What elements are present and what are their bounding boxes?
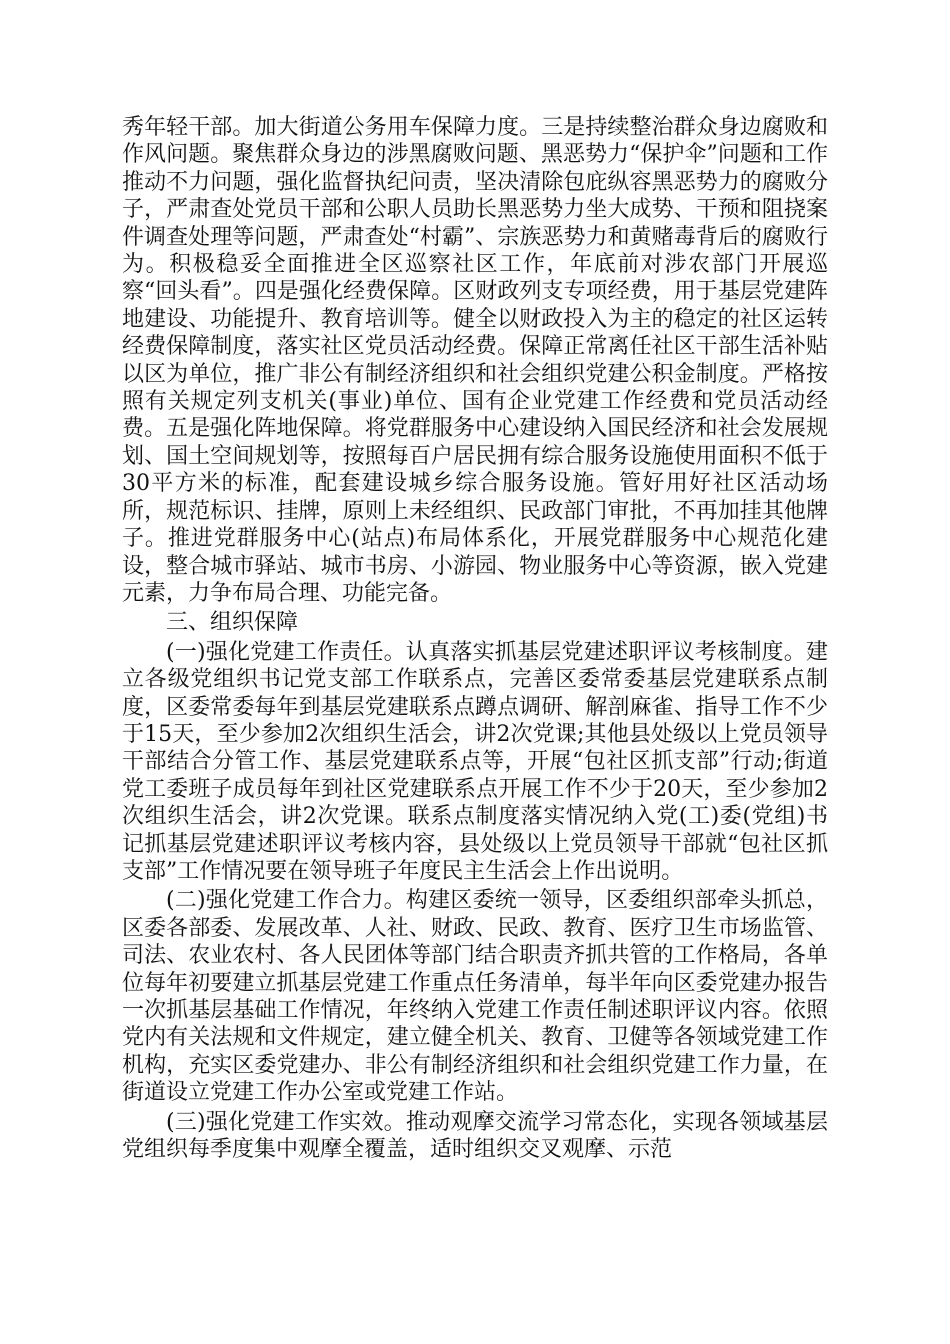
section-heading-organizational-guarantee: 三、组织保障 bbox=[166, 610, 299, 636]
paragraph-party-building-synergy: (二)强化党建工作合力。构建区委统一领导，区委组织部牵头抓总，区委各部委、发展改革、人社、财政、民政、教育、医疗卫生市场监管、司法、农业农村、各人民团体等部门结合职责齐抓共管的工作格局，各单位每年初要建立抓基层党建工作重点任务清单，每半年向区委党建办报告一次抓基层基础工作情况，年终纳入党建工作责任制述职评议内容。依照党内有关法规和文件规定，建立健全机关、教育、卫健等各领域党建工作机构，充实区委党建办、非公有制经济组织和社会组织党建工作力量，在街道设立党建工作办公室或党建工作站。 bbox=[122, 888, 828, 1106]
paragraph-continuation: 秀年轻干部。加大街道公务用车保障力度。三是持续整治群众身边腐败和作风问题。聚焦群众身边的涉黑腐败问题、黑恶势力“保护伞”问题和工作推动不力问题，强化监督执纪问责，坚决清除包庇纵容黑恶势力的腐败分子，严肃查处党员干部和公职人员助长黑恶势力坐大成势、干预和阻挠案件调查处理等问题，严肃查处“村霸”、宗族恶势力和黄赌毒背后的腐败行为。积极稳妥全面推进全区巡察社区工作，年底前对涉农部门开展巡察“回头看”。四是强化经费保障。区财政列支专项经费，用于基层党建阵地建设、功能提升、教育培训等。健全以财政投入为主的稳定的社区运转经费保障制度，落实社区党员活动经费。保障正常离任社区干部生活补贴以区为单位，推广非公有制经济组织和社会组织党建公积金制度。严格按照有关规定列支机关(事业)单位、国有企业党建工作经费和党员活动经费。五是强化阵地保障。将党群服务中心建设纳入国民经济和社会发展规划、国土空间规划等，按照每百户居民拥有综合服务设施使用面积不低于30平方米的标准，配套建设城乡综合服务设施。管好用好社区活动场所，规范标识、挂牌，原则上未经组织、民政部门审批，不再加挂其他牌子。推进党群服务中心(站点)布局体系化，开展党群服务中心规范化建设，整合城市驿站、城市书房、小游园、物业服务中心等资源，嵌入党建元素，力争布局合理、功能完备。 bbox=[122, 115, 828, 606]
paragraph-party-building-responsibility: (一)强化党建工作责任。认真落实抓基层党建述职评议考核制度。建立各级党组织书记党支部工作联系点，完善区委常委基层党建联系点制度，区委常委每年到基层党建联系点蹲点调研、解剖麻雀、指导工作不少于15天，至少参加2次组织生活会，讲2次党课;其他县处级以上党员领导干部结合分管工作、基层党建联系点等，开展“包社区抓支部”行动;街道党工委班子成员每年到社区党建联系点开展工作不少于20天，至少参加2次组织生活会，讲2次党课。联系点制度落实情况纳入党(工)委(党组)书记抓基层党建述职评议考核内容，县处级以上党员领导干部就“包社区抓支部”工作情况要在领导班子年度民主生活会上作出说明。 bbox=[122, 639, 828, 884]
paragraph-party-building-effectiveness: (三)强化党建工作实效。推动观摩交流学习常态化，实现各领域基层党组织每季度集中观摩全覆盖，适时组织交叉观摩、示范 bbox=[122, 1109, 828, 1163]
document-body bbox=[122, 114, 828, 1163]
